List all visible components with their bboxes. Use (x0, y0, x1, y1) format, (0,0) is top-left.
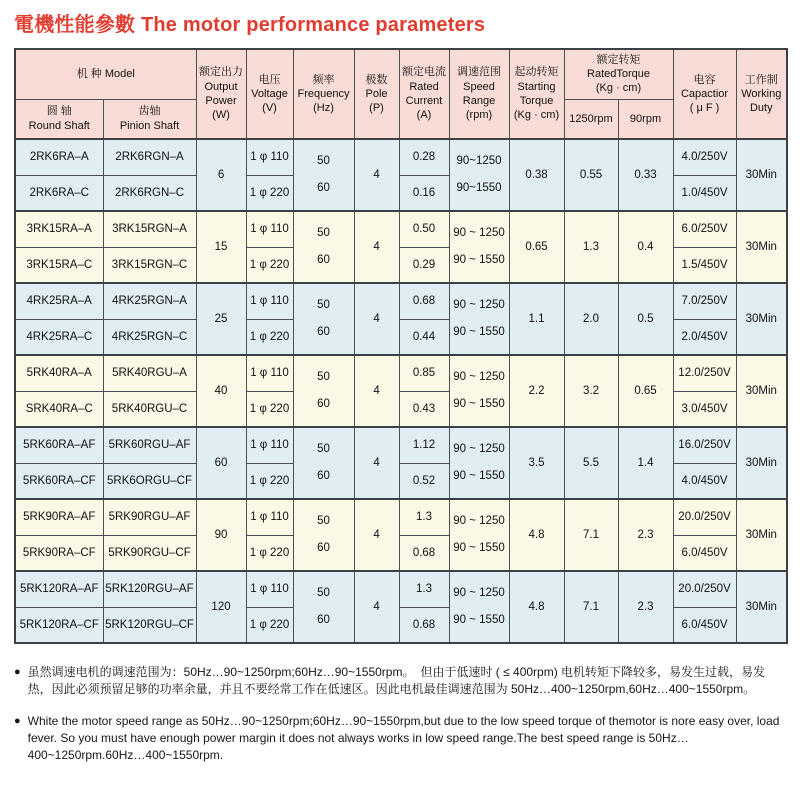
cell-capacitor: 4.0/250V (673, 139, 736, 175)
cell-capacitor: 3.0/450V (673, 391, 736, 427)
cell-torque-1250rpm: 2.0 (564, 283, 618, 355)
col-header-rated-torque: 额定转矩 RatedTorque (Kg · cm) (564, 49, 673, 99)
cell-rated-current: 0.44 (399, 319, 449, 355)
cell-round-shaft-model: 5RK120RA–CF (15, 607, 103, 643)
cell-rated-current: 1.3 (399, 571, 449, 607)
col-header-torque-1250rpm: 1250rpm (564, 99, 618, 139)
table-row (15, 427, 787, 463)
cell-pinion-shaft-model: 5RK40RGU–C (103, 391, 196, 427)
cell-output-power: 60 (196, 427, 246, 499)
cell-voltage: 1 φ 110 (246, 211, 293, 247)
table-body (15, 139, 787, 643)
cell-working-duty: 30Min (736, 355, 787, 427)
cell-starting-torque: 4.8 (509, 571, 564, 643)
col-header-working-duty: 工作制 Working Duty (736, 49, 787, 139)
cell-voltage: 1 φ 110 (246, 283, 293, 319)
cell-torque-90rpm: 2.3 (618, 499, 673, 571)
cell-speed-range: 90~1250 90~1550 (449, 139, 509, 211)
col-header-model: 机 种 Model (15, 49, 196, 99)
col-header-round-shaft: 圆 轴 Round Shaft (15, 99, 103, 139)
cell-rated-current: 1.3 (399, 499, 449, 535)
cell-voltage: 1 φ 220 (246, 607, 293, 643)
cell-torque-1250rpm: 7.1 (564, 571, 618, 643)
cell-voltage: 1 φ 220 (246, 175, 293, 211)
bullet-icon: ● (14, 666, 21, 678)
cell-torque-1250rpm: 1.3 (564, 211, 618, 283)
cell-round-shaft-model: 5RK120RA–AF (15, 571, 103, 607)
cell-voltage: 1 φ 220 (246, 319, 293, 355)
cell-starting-torque: 0.38 (509, 139, 564, 211)
cell-round-shaft-model: 4RK25RA–C (15, 319, 103, 355)
cell-pinion-shaft-model: 4RK25RGN–A (103, 283, 196, 319)
cell-pinion-shaft-model: 2RK6RGN–C (103, 175, 196, 211)
cell-output-power: 40 (196, 355, 246, 427)
table-row (15, 355, 787, 391)
cell-round-shaft-model: 4RK25RA–A (15, 283, 103, 319)
cell-round-shaft-model: 5RK90RA–CF (15, 535, 103, 571)
col-header-voltage: 电压 Voltage (V) (246, 49, 293, 139)
cell-pinion-shaft-model: 5RK120RGU–CF (103, 607, 196, 643)
cell-speed-range: 90 ~ 1250 90 ~ 1550 (449, 499, 509, 571)
cell-torque-1250rpm: 5.5 (564, 427, 618, 499)
cell-capacitor: 6.0/450V (673, 535, 736, 571)
cell-pole: 4 (354, 211, 399, 283)
cell-voltage: 1 φ 110 (246, 499, 293, 535)
col-header-torque-90rpm: 90rpm (618, 99, 673, 139)
cell-voltage: 1 φ 220 (246, 391, 293, 427)
cell-pole: 4 (354, 355, 399, 427)
cell-pole: 4 (354, 499, 399, 571)
table-header (15, 49, 787, 139)
cell-starting-torque: 2.2 (509, 355, 564, 427)
cell-torque-1250rpm: 0.55 (564, 139, 618, 211)
cell-rated-current: 0.68 (399, 535, 449, 571)
cell-torque-1250rpm: 3.2 (564, 355, 618, 427)
cell-pinion-shaft-model: 5RK90RGU–AF (103, 499, 196, 535)
cell-rated-current: 0.43 (399, 391, 449, 427)
cell-rated-current: 0.29 (399, 247, 449, 283)
cell-working-duty: 30Min (736, 139, 787, 211)
footnote-chinese (14, 664, 788, 698)
table-row (15, 499, 787, 535)
col-header-rated-current: 额定电流 Rated Current (A) (399, 49, 449, 139)
cell-torque-1250rpm: 7.1 (564, 499, 618, 571)
cell-capacitor: 2.0/450V (673, 319, 736, 355)
cell-round-shaft-model: 3RK15RA–C (15, 247, 103, 283)
cell-round-shaft-model: 5RK40RA–A (15, 355, 103, 391)
cell-round-shaft-model: 5RK60RA–AF (15, 427, 103, 463)
cell-rated-current: 0.85 (399, 355, 449, 391)
col-header-starting-torque: 起动转矩 Starting Torque (Kg · cm) (509, 49, 564, 139)
cell-output-power: 120 (196, 571, 246, 643)
cell-pinion-shaft-model: 3RK15RGN–A (103, 211, 196, 247)
cell-frequency: 50 60 (293, 211, 354, 283)
cell-pinion-shaft-model: 5RK120RGU–AF (103, 571, 196, 607)
cell-speed-range: 90 ~ 1250 90 ~ 1550 (449, 283, 509, 355)
cell-pinion-shaft-model: 4RK25RGN–C (103, 319, 196, 355)
cell-round-shaft-model: 2RK6RA–C (15, 175, 103, 211)
cell-pinion-shaft-model: 3RK15RGN–C (103, 247, 196, 283)
cell-working-duty: 30Min (736, 571, 787, 643)
cell-capacitor: 20.0/250V (673, 499, 736, 535)
cell-voltage: 1 φ 220 (246, 463, 293, 499)
cell-torque-90rpm: 2.3 (618, 571, 673, 643)
cell-output-power: 25 (196, 283, 246, 355)
cell-pinion-shaft-model: 5RK40RGU–A (103, 355, 196, 391)
cell-torque-90rpm: 0.5 (618, 283, 673, 355)
cell-pole: 4 (354, 139, 399, 211)
col-header-pole: 极数 Pole (P) (354, 49, 399, 139)
cell-capacitor: 6.0/450V (673, 607, 736, 643)
cell-voltage: 1 φ 110 (246, 355, 293, 391)
cell-speed-range: 90 ~ 1250 90 ~ 1550 (449, 211, 509, 283)
cell-frequency: 50 60 (293, 139, 354, 211)
cell-capacitor: 4.0/450V (673, 463, 736, 499)
cell-rated-current: 0.52 (399, 463, 449, 499)
cell-speed-range: 90 ~ 1250 90 ~ 1550 (449, 571, 509, 643)
cell-voltage: 1 φ 110 (246, 427, 293, 463)
footnote-text: 虽然调速电机的调速范围为：50Hz…90~1250rpm;60Hz…90~1550rpm。 但由于低速时 ( ≤ 400rpm) 电机转矩下降较多，易发生过载，易发热，因此必须预留足够的功率余量，并且不要经常工作在低速区。因此电机最佳调速范围为 50Hz…400~1250rpm,60Hz…400~1550rpm。 (27, 665, 766, 697)
cell-pinion-shaft-model: 2RK6RGN–A (103, 139, 196, 175)
cell-output-power: 90 (196, 499, 246, 571)
cell-starting-torque: 0.65 (509, 211, 564, 283)
cell-voltage: 1 φ 110 (246, 571, 293, 607)
cell-rated-current: 0.16 (399, 175, 449, 211)
cell-round-shaft-model: 3RK15RA–A (15, 211, 103, 247)
footnotes (14, 664, 788, 779)
page-title: 電機性能參數 The motor performance parameters (14, 14, 486, 36)
cell-frequency: 50 60 (293, 571, 354, 643)
footnote-text: White the motor speed range as 50Hz…90~1250rpm;60Hz…90~1550rpm,but due to the low speed torque of themotor is nore easy over, load fever. So you must have enough power margin it does not always works in low speed range.The best speed range is 50Hz…400~1250rpm.60Hz…400~1550rpm. (27, 714, 780, 763)
cell-speed-range: 90 ~ 1250 90 ~ 1550 (449, 355, 509, 427)
cell-pinion-shaft-model: 5RK6ORGU–CF (103, 463, 196, 499)
table-row (15, 283, 787, 319)
cell-frequency: 50 60 (293, 427, 354, 499)
cell-working-duty: 30Min (736, 499, 787, 571)
cell-frequency: 50 60 (293, 283, 354, 355)
cell-starting-torque: 1.1 (509, 283, 564, 355)
cell-round-shaft-model: 5RK90RA–AF (15, 499, 103, 535)
col-header-output-power: 额定出力 Output Power (W) (196, 49, 246, 139)
col-header-frequency: 频率 Frequency (Hz) (293, 49, 354, 139)
cell-capacitor: 6.0/250V (673, 211, 736, 247)
cell-pole: 4 (354, 571, 399, 643)
cell-rated-current: 0.68 (399, 607, 449, 643)
cell-working-duty: 30Min (736, 283, 787, 355)
cell-round-shaft-model: 5RK60RA–CF (15, 463, 103, 499)
cell-rated-current: 0.28 (399, 139, 449, 175)
cell-capacitor: 20.0/250V (673, 571, 736, 607)
cell-capacitor: 16.0/250V (673, 427, 736, 463)
cell-round-shaft-model: SRK40RA–C (15, 391, 103, 427)
cell-pole: 4 (354, 283, 399, 355)
cell-torque-90rpm: 0.33 (618, 139, 673, 211)
cell-pinion-shaft-model: 5RK60RGU–AF (103, 427, 196, 463)
cell-voltage: 1 φ 110 (246, 139, 293, 175)
motor-parameters-table (14, 48, 788, 644)
cell-output-power: 15 (196, 211, 246, 283)
cell-frequency: 50 60 (293, 499, 354, 571)
cell-pole: 4 (354, 427, 399, 499)
col-header-pinion-shaft: 齿轴 Pinion Shaft (103, 99, 196, 139)
cell-capacitor: 1.0/450V (673, 175, 736, 211)
cell-output-power: 6 (196, 139, 246, 211)
cell-capacitor: 1.5/450V (673, 247, 736, 283)
cell-rated-current: 0.68 (399, 283, 449, 319)
cell-speed-range: 90 ~ 1250 90 ~ 1550 (449, 427, 509, 499)
bullet-icon: ● (14, 715, 21, 728)
cell-rated-current: 1.12 (399, 427, 449, 463)
cell-round-shaft-model: 2RK6RA–A (15, 139, 103, 175)
col-header-capacitor: 电容 Capactior ( μ F ) (673, 49, 736, 139)
table-row (15, 571, 787, 607)
cell-working-duty: 30Min (736, 427, 787, 499)
cell-voltage: 1 φ 220 (246, 535, 293, 571)
col-header-speed-range: 调速范围 Speed Range (rpm) (449, 49, 509, 139)
cell-torque-90rpm: 0.4 (618, 211, 673, 283)
cell-starting-torque: 4.8 (509, 499, 564, 571)
cell-pinion-shaft-model: 5RK90RGU–CF (103, 535, 196, 571)
cell-torque-90rpm: 1.4 (618, 427, 673, 499)
cell-capacitor: 7.0/250V (673, 283, 736, 319)
cell-starting-torque: 3.5 (509, 427, 564, 499)
cell-torque-90rpm: 0.65 (618, 355, 673, 427)
table-row (15, 139, 787, 175)
cell-working-duty: 30Min (736, 211, 787, 283)
footnote-english (14, 713, 788, 764)
cell-rated-current: 0.50 (399, 211, 449, 247)
cell-frequency: 50 60 (293, 355, 354, 427)
cell-voltage: 1 φ 220 (246, 247, 293, 283)
table-row (15, 211, 787, 247)
cell-capacitor: 12.0/250V (673, 355, 736, 391)
